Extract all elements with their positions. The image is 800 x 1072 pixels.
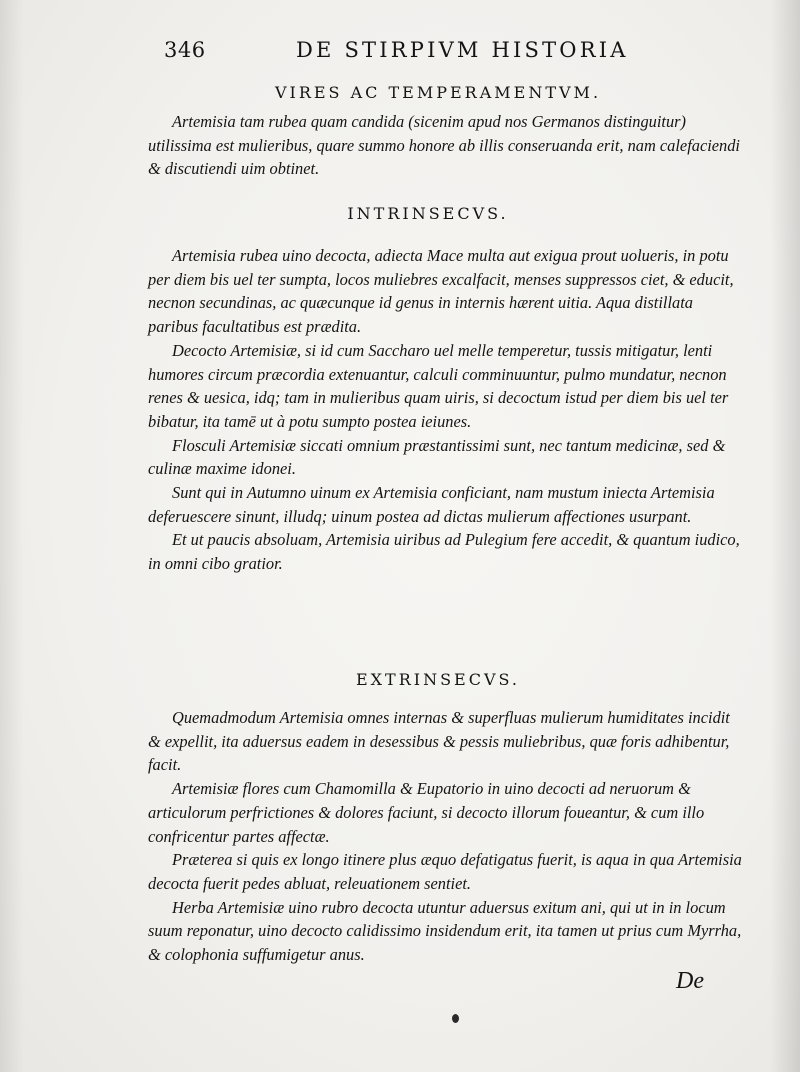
paragraph: Herba Artemisiæ uino rubro decocta utuntur aduersus exitum ani, qui ut in in locum suum reponatur, uino decocto calidissimo insidendum erit, ita tamen ut prius cum Myrrha, & colophonia suffumigetur anus. [148,897,742,965]
section-heading-intrinsecus: INTRINSECVS. [347,204,509,223]
paragraph: Artemisiæ flores cum Chamomilla & Eupatorio in uino decocti ad neruorum & articulorum perfrictiones & dolores faciunt, si decocto illorum foueantur, & cum illo confricentur partes affectæ. [148,779,705,846]
section-heading-extrinsecus: EXTRINSECVS. [355,670,521,689]
paragraph: Artemisia tam rubea quam candida (sicenim apud nos Germanos distinguitur) utilissima est mulieribus, quare summo honore ab illis conseruanda erit, nam calefaciendi & discutiendi uim obtinet. [148,112,740,179]
page-number: 346 [164,38,206,62]
running-head: DE STIRPIVM HISTORIA [296,38,629,62]
paragraph: Præterea si quis ex longo itinere plus æquo defatigatus fuerit, is aqua in qua Artemisia decocta fuerit pedes abluat, releuationem sentiet. [148,850,742,893]
section-heading-vires: VIRES AC TEMPERAMENTVM. [274,83,602,102]
paragraph: Et ut paucis absoluam, Artemisia uiribus ad Pulegium fere accedit, & quantum iudico, in omni cibo gratior. [148,530,740,574]
signature-mark [452,1014,459,1023]
paragraph: Artemisia rubea uino decocta, adiecta Mace multa aut exigua prout uolueris, in potu per diem bis uel ter sumpta, locos muliebres excalfacit, menses suppressos ciet, & educit, necnon secundinas, ac quæcunque id genus in internis hærent uitia. Aqua distillata paribus facultatibus est prædita. [148,246,734,337]
paragraph: Quemadmodum Artemisia omnes internas & superfluas mulierum humiditates incidit & expellit, ita aduersus eadem in desessibus & pessis muliebribus, quæ foris adhibentur, facit. [148,708,730,775]
right-edge-shadow [770,0,800,1072]
left-edge-shadow [0,0,24,1072]
section-body-extrinsecus [148,706,744,967]
paragraph: Decocto Artemisiæ, si id cum Saccharo uel melle temperetur, tussis mitigatur, lenti humores circum præcordia extenuantur, calculi comminuuntur, pulmo mundatur, necnon renes & uesica, idq; tam in mulieribus quam uiris, si decoctum istud per diem bis uel ter bibatur, ita tamē ut à potu sumpto postea ieiunes. [148,340,729,431]
catchword: De [676,968,704,994]
paragraph: Flosculi Artemisiæ siccati omnium præstantissimi sunt, nec tantum medicinæ, sed & culinæ maxime idonei. [148,435,726,479]
section-body-vires [148,110,744,181]
section-body-intrinsecus [148,244,744,576]
paragraph: Sunt qui in Autumno uinum ex Artemisia conficiant, nam mustum iniecta Artemisia deferuescere sinunt, illudq; uinum postea ad dictas mulierum affectiones usurpant. [148,483,715,526]
